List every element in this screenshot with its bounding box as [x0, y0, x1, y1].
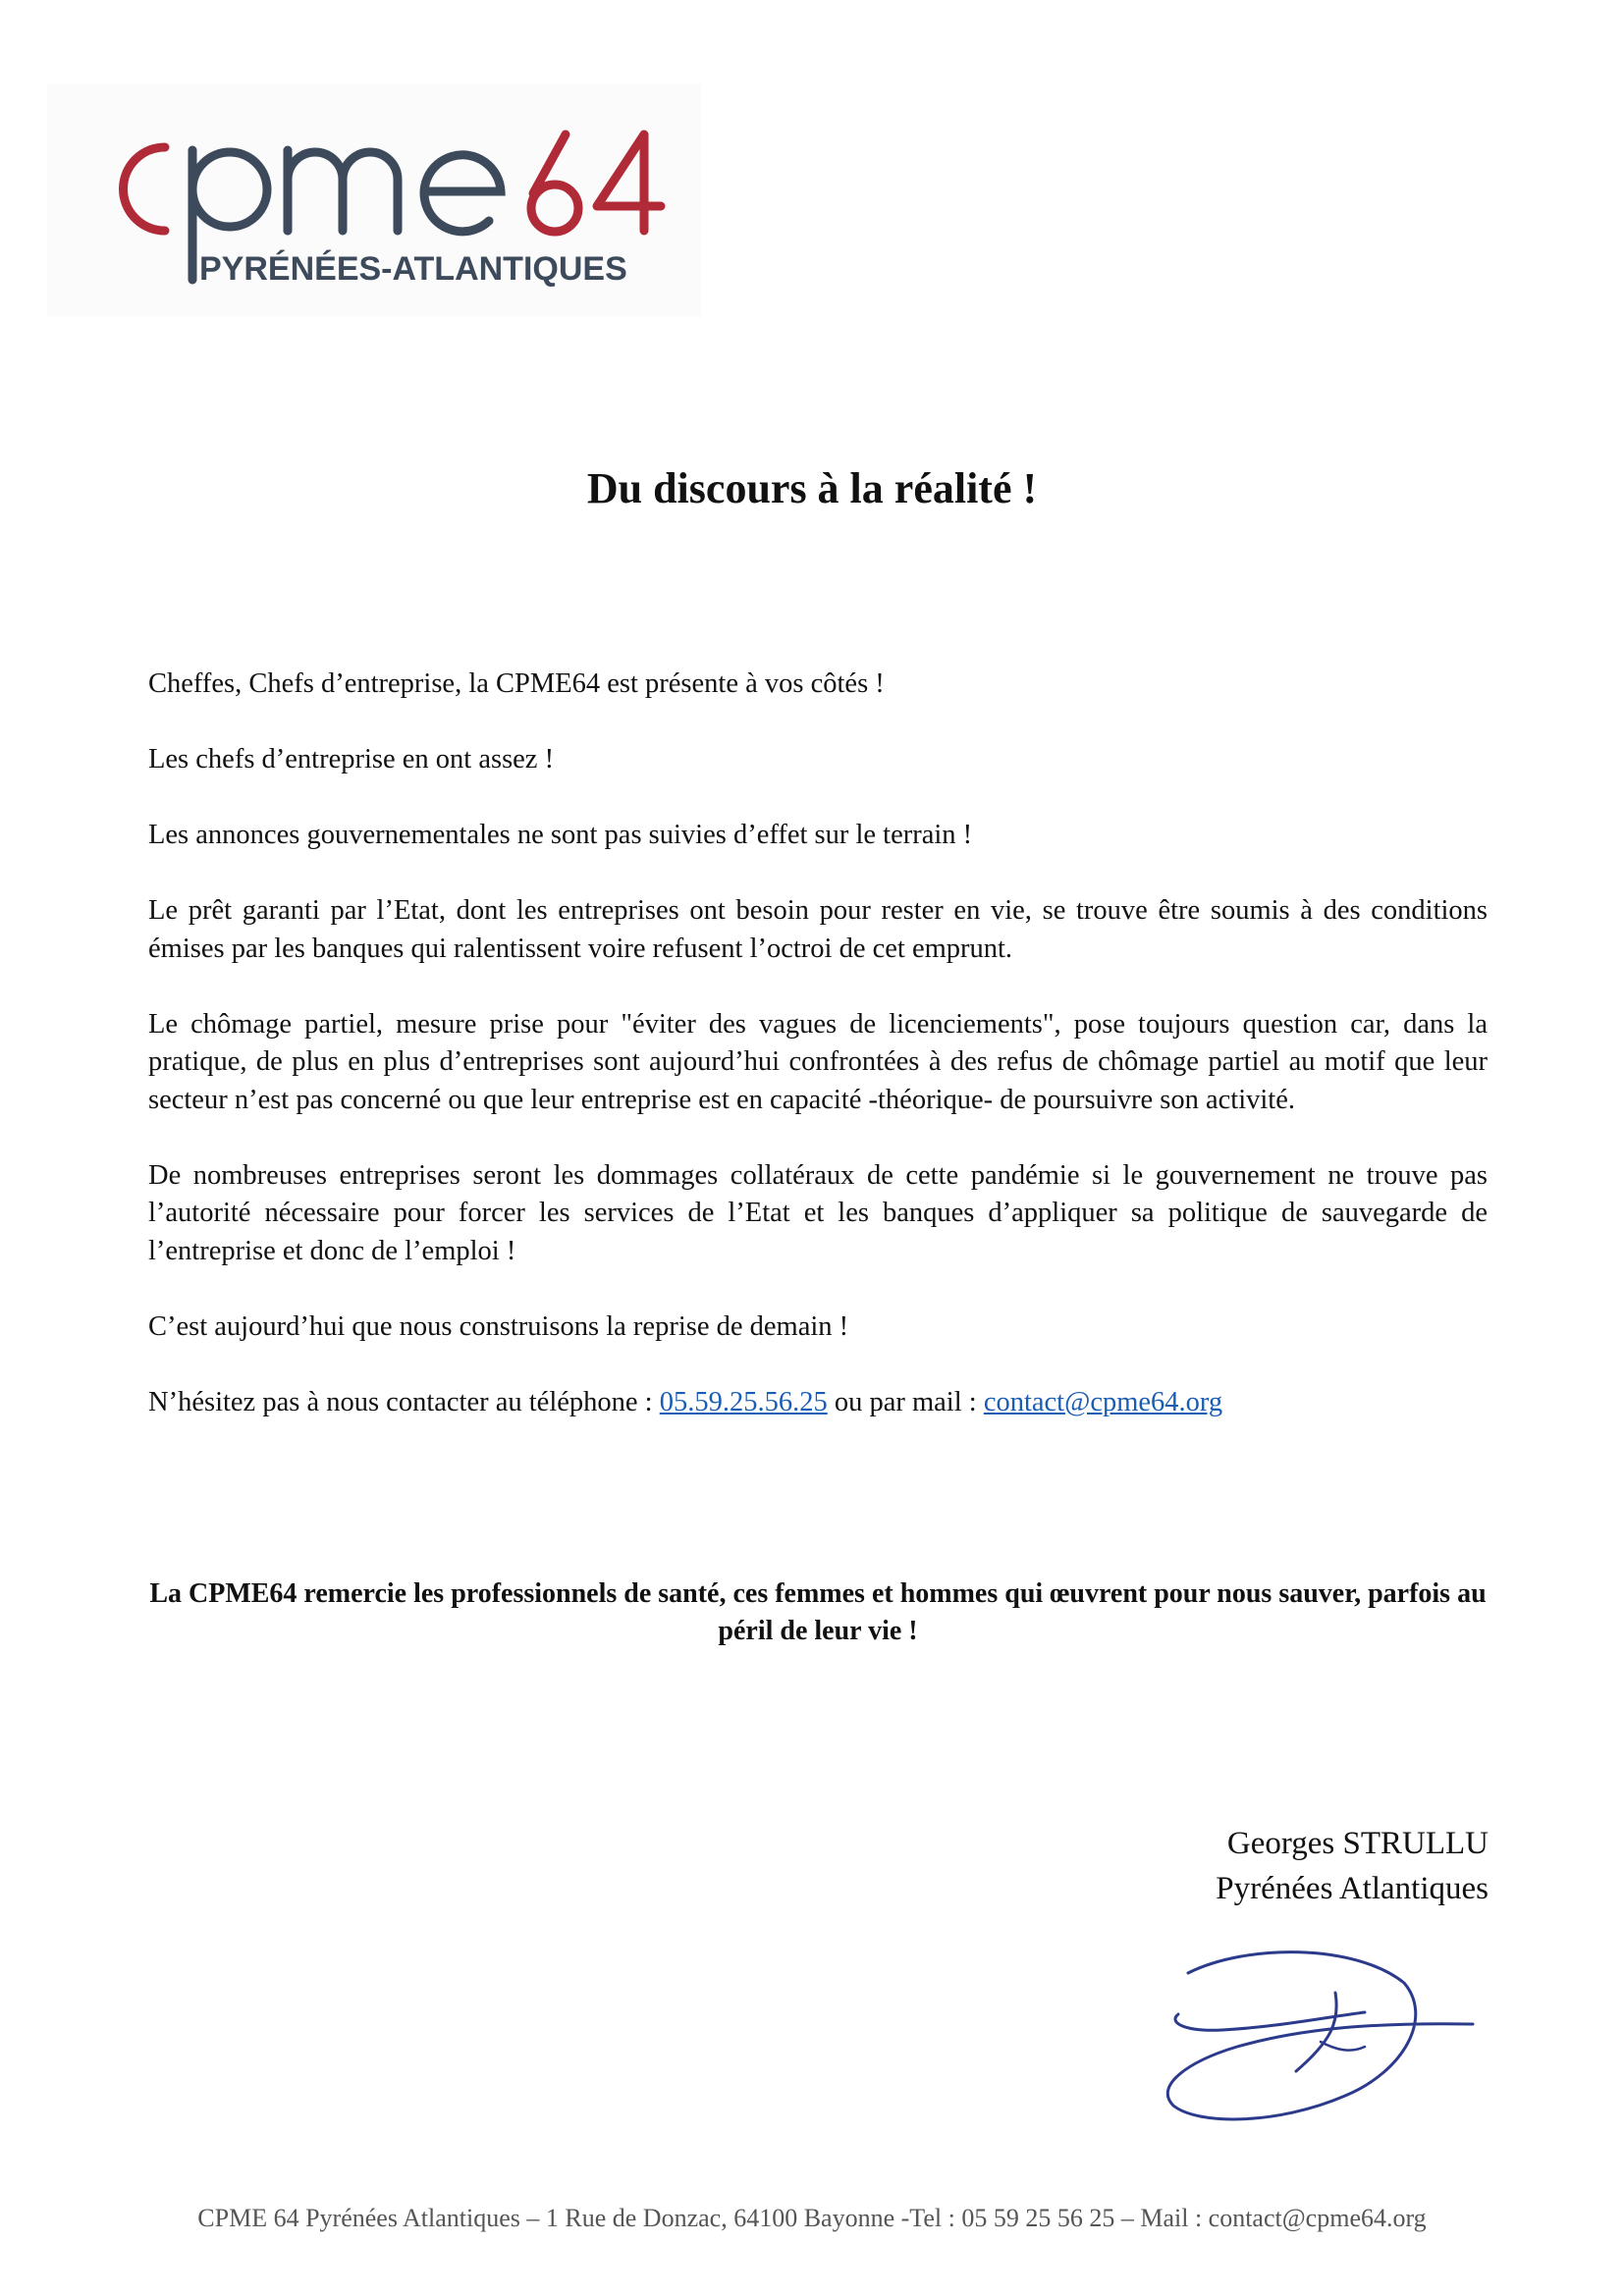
paragraph-5: Le chômage partiel, mesure prise pour "éviter des vagues de licenciements", pose toujours question car, dans la pratique, de plus en plus d’entreprises sont aujourd’hui confrontées à des refus de chômage partiel au motif que leur secteur n’est pas concerné ou que leur entreprise est en capacité -théorique- de poursuivre son activité. [148, 1008, 1488, 1115]
signatory-block [1216, 1821, 1489, 1911]
contact-prefix: N’hésitez pas à nous contacter au téléphone : [148, 1386, 660, 1417]
paragraph-4: Le prêt garanti par l’Etat, dont les entreprises ont besoin pour rester en vie, se trouve être soumis à des conditions émises par les banques qui ralentissent voire refusent l’octroi de cet emprunt. [148, 895, 1488, 964]
contact-line [148, 1384, 1488, 1422]
logo-region-text: PYRÉNÉES-ATLANTIQUES [199, 250, 627, 288]
letter-body [148, 666, 1488, 1460]
footer-address: CPME 64 Pyrénées Atlantiques – 1 Rue de Donzac, 64100 Bayonne -Tel : 05 59 25 56 25 – Mail : contact@cpme64.org [197, 2204, 1427, 2232]
cpme64-logo-image [47, 83, 701, 317]
paragraph-3: Les annonces gouvernementales ne sont pas suivies d’effet sur le terrain ! [148, 820, 973, 850]
page-title: Du discours à la réalité ! [586, 464, 1038, 512]
logo [47, 83, 701, 317]
paragraph-2: Les chefs d’entreprise en ont assez ! [148, 744, 555, 774]
signatory-name: Georges STRULLU [1226, 1826, 1489, 1861]
phone-link[interactable]: 05.59.25.56.25 [659, 1386, 828, 1417]
contact-middle: ou par mail : [827, 1386, 984, 1417]
handwritten-signature [1129, 1924, 1483, 2140]
paragraph-7: C’est aujourd’hui que nous construisons la reprise de demain ! [148, 1310, 849, 1342]
email-link[interactable]: contact@cpme64.org [983, 1386, 1223, 1417]
paragraph-6: De nombreuses entreprises seront les dommages collatéraux de cette pandémie si le gouvernement ne trouve pas l’autorité nécessaire pour forcer les services de l’Etat et les banques d’appliquer sa politique de sauvegarde de l’entreprise et donc de l’emploi ! [148, 1159, 1488, 1266]
thanks-message: La CPME64 remercie les professionnels de santé, ces femmes et hommes qui œuvrent pour nous sauver, parfois au péril de leur vie ! [149, 1578, 1487, 1646]
signatory-region: Pyrénées Atlantiques [1216, 1871, 1489, 1906]
paragraph-1: Cheffes, Chefs d’entreprise, la CPME64 est présente à vos côtés ! [148, 668, 885, 699]
